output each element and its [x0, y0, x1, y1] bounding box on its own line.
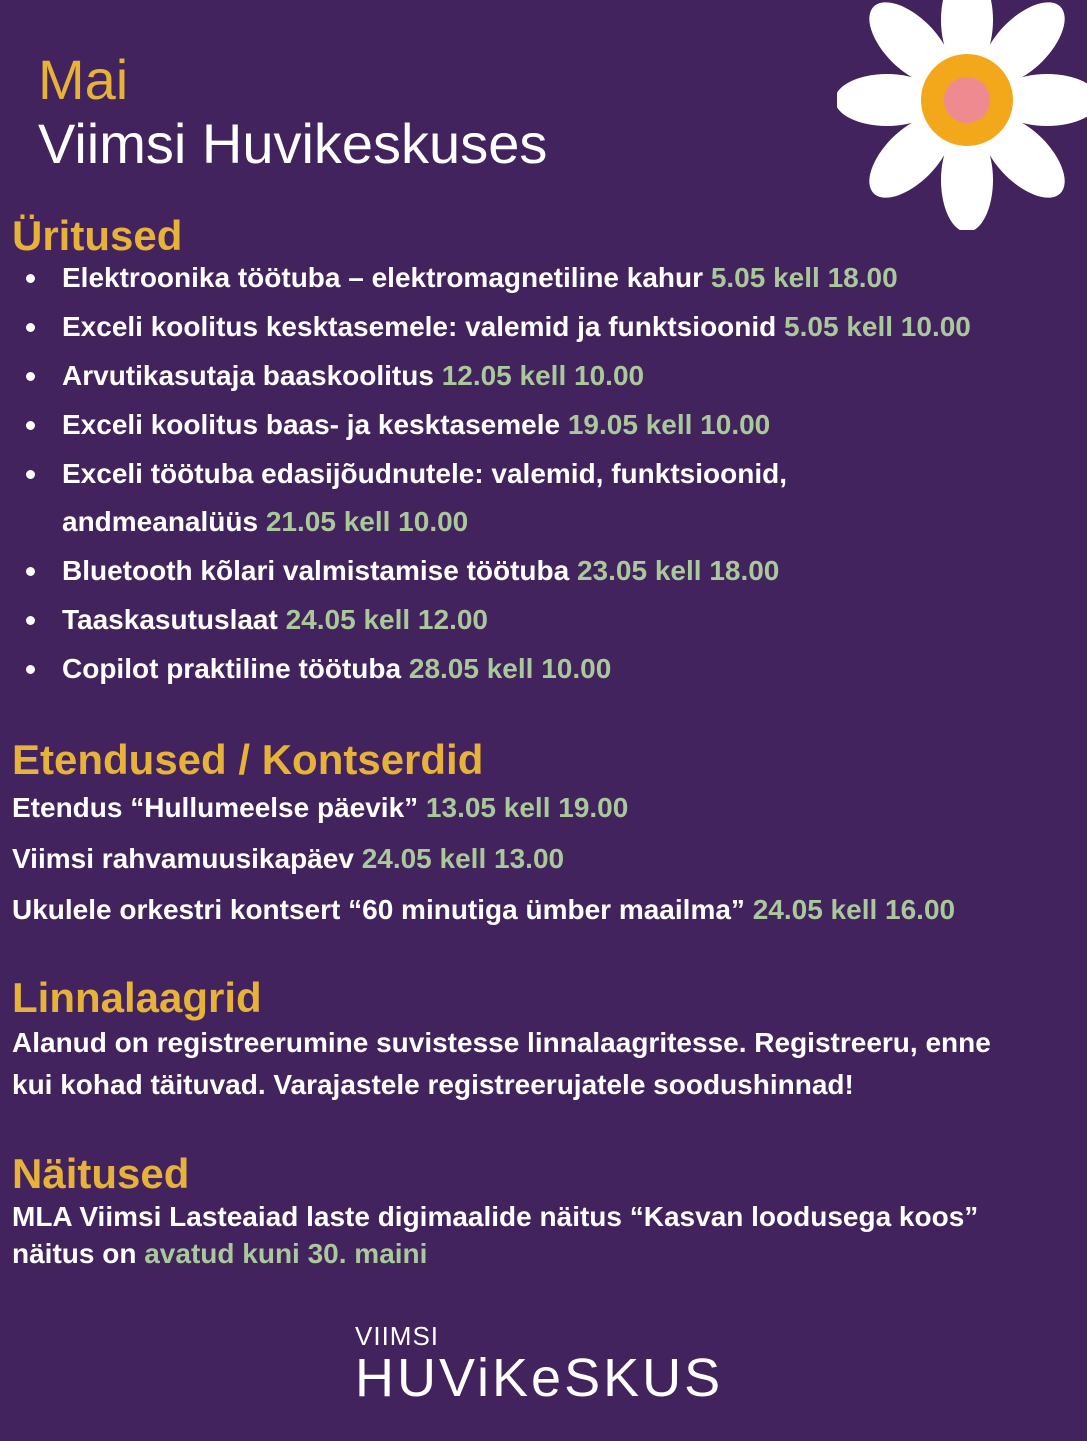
- page-title: Viimsi Huvikeskuses: [38, 112, 548, 175]
- performance-title: Etendus “Hullumeelse päevik”: [12, 792, 419, 823]
- performance-title: Ukulele orkestri kontsert “60 minutiga ümber maailma”: [12, 894, 745, 925]
- camps-text: Alanud on registreerumine suvistesse linnalaagritesse. Registreeru, enne kui kohad täituvad. Varajastele registreerujatele soodushinnad!: [12, 1027, 991, 1100]
- header: [38, 48, 547, 176]
- month-title: Mai: [38, 48, 129, 111]
- list-item: [20, 645, 1082, 693]
- event-date: 21.05 kell 10.00: [265, 506, 469, 537]
- exhibitions-paragraph: [12, 1198, 992, 1272]
- list-item: [12, 884, 955, 935]
- performances-heading: Etendused / Kontserdid: [12, 736, 484, 783]
- list-item: [20, 352, 1082, 400]
- exhibitions-date: avatud kuni 30. maini: [144, 1238, 428, 1269]
- event-title: Elektroonika töötuba – elektromagnetiline kahur: [62, 262, 704, 293]
- event-title: Copilot praktiline töötuba: [62, 653, 402, 684]
- list-item: [20, 547, 1082, 595]
- event-date: 28.05 kell 10.00: [408, 653, 612, 684]
- list-item: [20, 450, 882, 546]
- event-date: 24.05 kell 12.00: [285, 604, 488, 635]
- logo-line2: HUViKeSKUS: [355, 1348, 724, 1408]
- events-heading: Üritused: [12, 212, 183, 259]
- event-date: 12.05 kell 10.00: [441, 360, 645, 391]
- performance-date: 24.05 kell 16.00: [752, 894, 956, 925]
- logo-line1: VIIMSI: [355, 1321, 440, 1351]
- list-item: [20, 596, 1082, 644]
- list-item: [12, 782, 955, 833]
- logo: [355, 1322, 735, 1406]
- event-date: 5.05 kell 10.00: [784, 311, 971, 342]
- list-item: [20, 303, 1082, 351]
- exhibitions-heading: Näitused: [12, 1150, 190, 1197]
- event-title: Exceli koolitus kesktasemele: valemid ja funktsioonid: [62, 311, 777, 342]
- event-date: 19.05 kell 10.00: [567, 409, 771, 440]
- event-title: Taaskasutuslaat: [62, 604, 278, 635]
- exhibitions-text: MLA Viimsi Lasteaiad laste digimaalide näitus “Kasvan loodusega koos” näitus on: [12, 1201, 979, 1269]
- performance-date: 24.05 kell 13.00: [361, 843, 565, 874]
- performance-title: Viimsi rahvamuusikapäev: [12, 843, 354, 874]
- event-date: 23.05 kell 18.00: [576, 555, 780, 586]
- daisy-flower-icon: [837, 0, 1087, 230]
- list-item: [20, 401, 1082, 449]
- list-item: [12, 833, 955, 884]
- events-list: [20, 254, 1082, 694]
- event-title: Bluetooth kõlari valmistamise töötuba: [62, 555, 570, 586]
- event-title: Exceli töötuba edasijõudnutele: valemid, funktsioonid, andmeanalüüs: [62, 458, 787, 537]
- performances-list: [12, 782, 955, 935]
- event-title: Exceli koolitus baas- ja kesktasemele: [62, 409, 561, 440]
- event-date: 5.05 kell 18.00: [710, 262, 898, 293]
- performance-date: 13.05 kell 19.00: [425, 792, 629, 823]
- list-item: [20, 254, 1082, 302]
- camps-heading: Linnalaagrid: [12, 974, 262, 1021]
- event-title: Arvutikasutaja baaskoolitus: [62, 360, 434, 391]
